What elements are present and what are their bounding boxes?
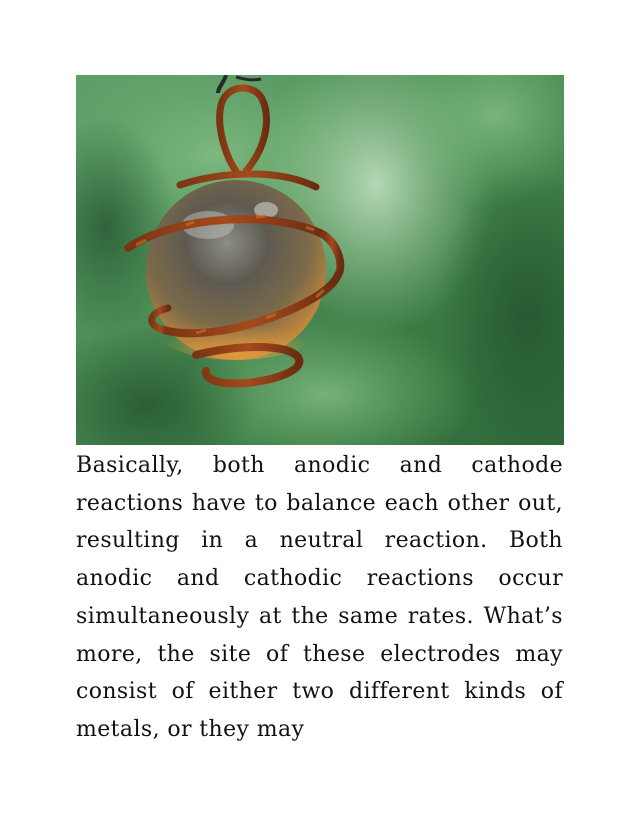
marble-photo [76,75,564,445]
body-paragraph: Basically, both anodic and cathode reactions have to balance each other out, resulting in a neutral reaction. Both anodic and cathodic reactions occur simultaneously at the same rates. What’s more, the site of these electrodes may consist of either two different kinds of metals, or they may [76,453,563,742]
rusty-marble-image [76,75,564,445]
